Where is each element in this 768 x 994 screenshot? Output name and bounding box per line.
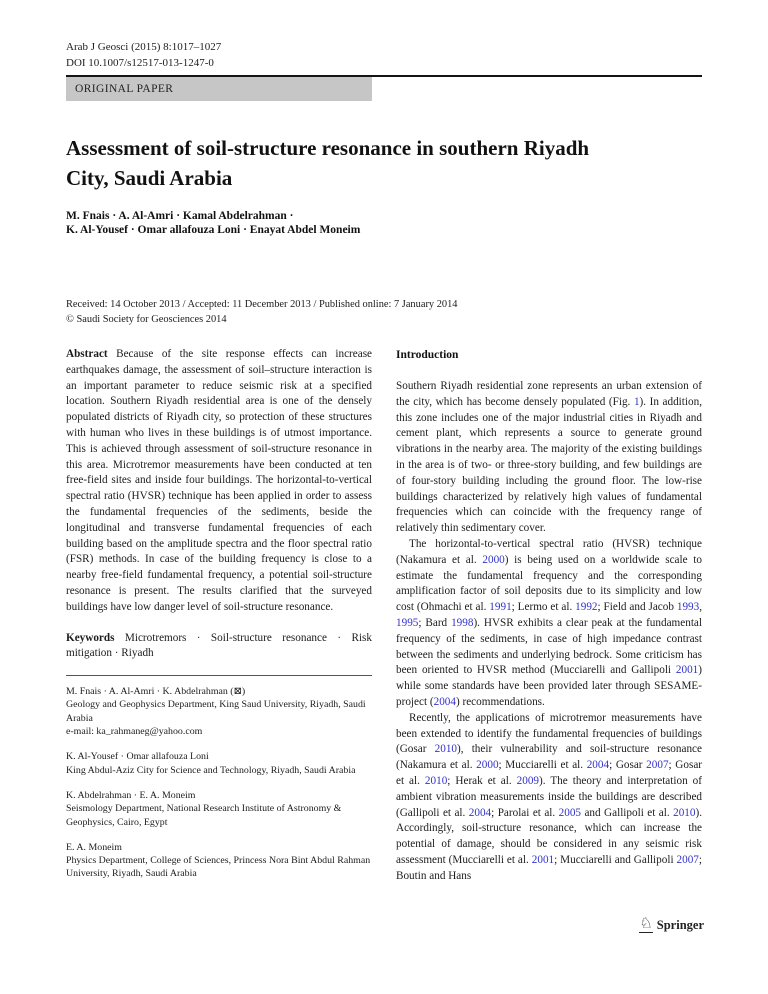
citation-link[interactable]: 2009: [516, 774, 540, 787]
paragraph-text: Southern Riyadh residential zone represents an urban extension of the city, which has become densely populated (Fig.: [396, 380, 702, 408]
paragraph-text: ; Bard: [418, 616, 452, 629]
affiliation-address: King Abdul-Aziz City for Science and Technology, Riyadh, Saudi Arabia: [66, 764, 356, 776]
citation-link[interactable]: 2007: [646, 759, 669, 772]
abstract-label: Abstract: [66, 348, 108, 360]
citation-link[interactable]: 1992: [575, 601, 598, 614]
paragraph-text: ; Gosar et al.: [396, 759, 703, 787]
paragraph-text: ). HVSR exhibits a clear peak at the fundamental frequency of the sediments, in case of high impedance contrast between the sediments and underlying bedrock. Some criticism has been oriented to HVSR method (Mucciarelli and Gallipoli: [396, 616, 702, 677]
paragraph-text: ; Mucciarelli et al.: [498, 759, 587, 772]
citation-link[interactable]: 2010: [424, 774, 448, 787]
springer-horse-icon: ♘: [639, 916, 653, 932]
paragraph-text: ; Parolai et al.: [491, 806, 559, 819]
affiliation-authors: E. A. Moneim: [66, 841, 122, 853]
paragraph-text: ; Mucciarelli and Gallipoli: [554, 853, 677, 866]
citation-link[interactable]: 2000: [482, 553, 505, 566]
paragraph-text: ). In addition, this zone includes one of the major industrial cities in Riyadh and cement plant, which represents a source to generate ground vibrations in the nearby area. The majority of the existing buildings in the area is of two- or three-story building, and few buildings are of four-story building including the ground floor. The low-rise buildings characterized by relatively high values of fundamental frequencies which can coincide with the frequency range of relatively thin sedimentary cover.: [396, 395, 702, 535]
keywords-label: Keywords: [66, 631, 115, 644]
abstract-text: Because of the site response effects can increase earthquakes damage, the assessment of soil–structure interaction is an important parameter to reduce seismic risk at a specified location. Southern Riyadh residential area is one of the densely populated districts of Riyadh city, so protection of these structures with human who lives in these buildings is of utmost importance. This is achieved through assessment of soil-structure resonance in this area. Microtremor measurements have been conducted at ten free-field sites and inside four buildings. The horizontal-to-vertical spectral ratio (HVSR) technique has been applied in order to assess the fundamental frequencies of the sediments, beside the longitudinal and transverse fundamental frequencies of each building based on the amplitude spectra and the floor spectral ratio (FSR) methods. In case of the building frequency is close to a nearby free-field fundamental frequency, a potential soil-structure resonance is present. The results clarified that the surveyed buildings have low danger level of soil-structure resonance.: [66, 348, 373, 613]
affiliation-block: [66, 750, 372, 777]
affiliation-block: [66, 789, 372, 829]
paragraph-text: ). The theory and interpretation of ambient vibration measurements inside the buildings are described (Gallipoli et al.: [396, 774, 702, 819]
left-column: [66, 347, 372, 885]
paper-title: Assessment of soil-structure resonance in southern Riyadh City, Saudi Arabia: [66, 136, 590, 190]
affiliation-authors: K. Abdelrahman · E. A. Moneim: [66, 789, 196, 801]
paragraph-text: ) is being used on a worldwide scale to estimate the fundamental frequency and the corresponding amplification factor of soil deposits due to its simplicity and low cost (Ohmachi et al.: [396, 553, 702, 614]
affiliation-address: Geology and Geophysics Department, King Saud University, Riyadh, Saudi Arabia: [66, 699, 366, 724]
paragraph-text: ; Gosar: [609, 759, 647, 772]
journal-reference: Arab J Geosci (2015) 8:1017–1027: [66, 41, 222, 53]
citation-link[interactable]: 1998: [451, 616, 474, 629]
copyright-line: © Saudi Society for Geosciences 2014: [66, 314, 227, 325]
citation-link[interactable]: 2010: [673, 806, 696, 819]
keywords-paragraph: [66, 631, 372, 663]
paragraph-text: ). Accordingly, soil-structure resonance, which can increase the potential of damage, should be considered in any seismic risk assessment (Mucciarelli et al.: [396, 806, 702, 866]
citation-link[interactable]: 2004: [586, 759, 610, 772]
paragraph-text: ) while some standards have been provided later through SESAME-project (: [396, 664, 702, 708]
affiliation-address: Physics Department, College of Sciences, Princess Nora Bint Abdul Rahman University, Riyadh, Saudi Arabia: [66, 855, 371, 880]
paragraph-text: ), their vulnerability and soil-structure resonance (Nakamura et al.: [396, 743, 702, 772]
affiliation-block: [66, 685, 372, 738]
citation-link[interactable]: 1995: [396, 616, 419, 629]
intro-paragraph-1: [396, 379, 702, 537]
authors-line-2: K. Al-Yousef · Omar allafouza Loni · Enayat Abdel Moneim: [66, 224, 361, 236]
authors-block: [66, 209, 702, 237]
intro-paragraph-3: [396, 711, 702, 885]
paragraph-text: and Gallipoli et al.: [581, 806, 674, 819]
article-type-badge: ORIGINAL PAPER: [66, 77, 372, 101]
introduction-heading: Introduction: [396, 349, 459, 361]
right-column: [396, 347, 702, 885]
citation-link[interactable]: 2010: [434, 743, 457, 756]
two-column-body: [66, 347, 702, 885]
keywords-text: Microtremors · Soil-structure resonance · Risk mitigation · Riyadh: [66, 631, 372, 660]
affiliations-divider: [66, 675, 372, 676]
paragraph-text: ) recommendations.: [455, 695, 545, 708]
paragraph-text: The horizontal-to-vertical spectral ratio (HVSR) technique (Nakamura et al.: [396, 537, 702, 566]
paragraph-text: ; Field and Jacob: [597, 601, 677, 614]
citation-link[interactable]: 2007: [676, 853, 699, 866]
abstract-paragraph: [66, 347, 372, 616]
intro-paragraph-2: [396, 537, 702, 711]
paragraph-text: ; Boutin and Hans: [396, 853, 702, 882]
paragraph-text: ; Lermo et al.: [511, 601, 576, 614]
affiliation-block: [66, 841, 372, 881]
affiliation-address: Seismology Department, National Research Institute of Astronomy & Geophysics, Cairo, Egypt: [66, 803, 342, 828]
affiliation-email: e-mail: ka_rahmaneg@yahoo.com: [66, 726, 203, 738]
citation-link[interactable]: 2000: [476, 759, 499, 772]
doi-line: DOI 10.1007/s12517-013-1247-0: [66, 57, 214, 69]
citation-link[interactable]: 1991: [489, 601, 512, 614]
citation-link[interactable]: 2005: [558, 806, 582, 819]
received-accepted-line: Received: 14 October 2013 / Accepted: 11 December 2013 / Published online: 7 January 2014: [66, 299, 458, 310]
affiliation-authors: K. Al-Yousef · Omar allafouza Loni: [66, 751, 209, 763]
springer-logo: [639, 917, 704, 933]
citation-link[interactable]: 2001: [531, 853, 555, 866]
citation-link[interactable]: 1: [633, 395, 640, 408]
paragraph-text: Recently, the applications of microtremor measurements have been extended to identify the fundamental frequencies of buildings (Gosar: [396, 711, 702, 756]
citation-link[interactable]: 2004: [468, 806, 492, 819]
paragraph-text: ,: [699, 601, 703, 614]
citation-link[interactable]: 2004: [433, 695, 456, 708]
citation-link[interactable]: 1993: [676, 601, 700, 614]
citation-link[interactable]: 2001: [675, 664, 699, 677]
affiliation-authors: M. Fnais · A. Al-Amri · K. Abdelrahman (⊠): [66, 686, 246, 698]
authors-line-1: M. Fnais · A. Al-Amri · Kamal Abdelrahman ·: [66, 210, 294, 222]
paragraph-text: ; Herak et al.: [447, 774, 517, 787]
springer-logo-text: Springer: [656, 917, 704, 932]
